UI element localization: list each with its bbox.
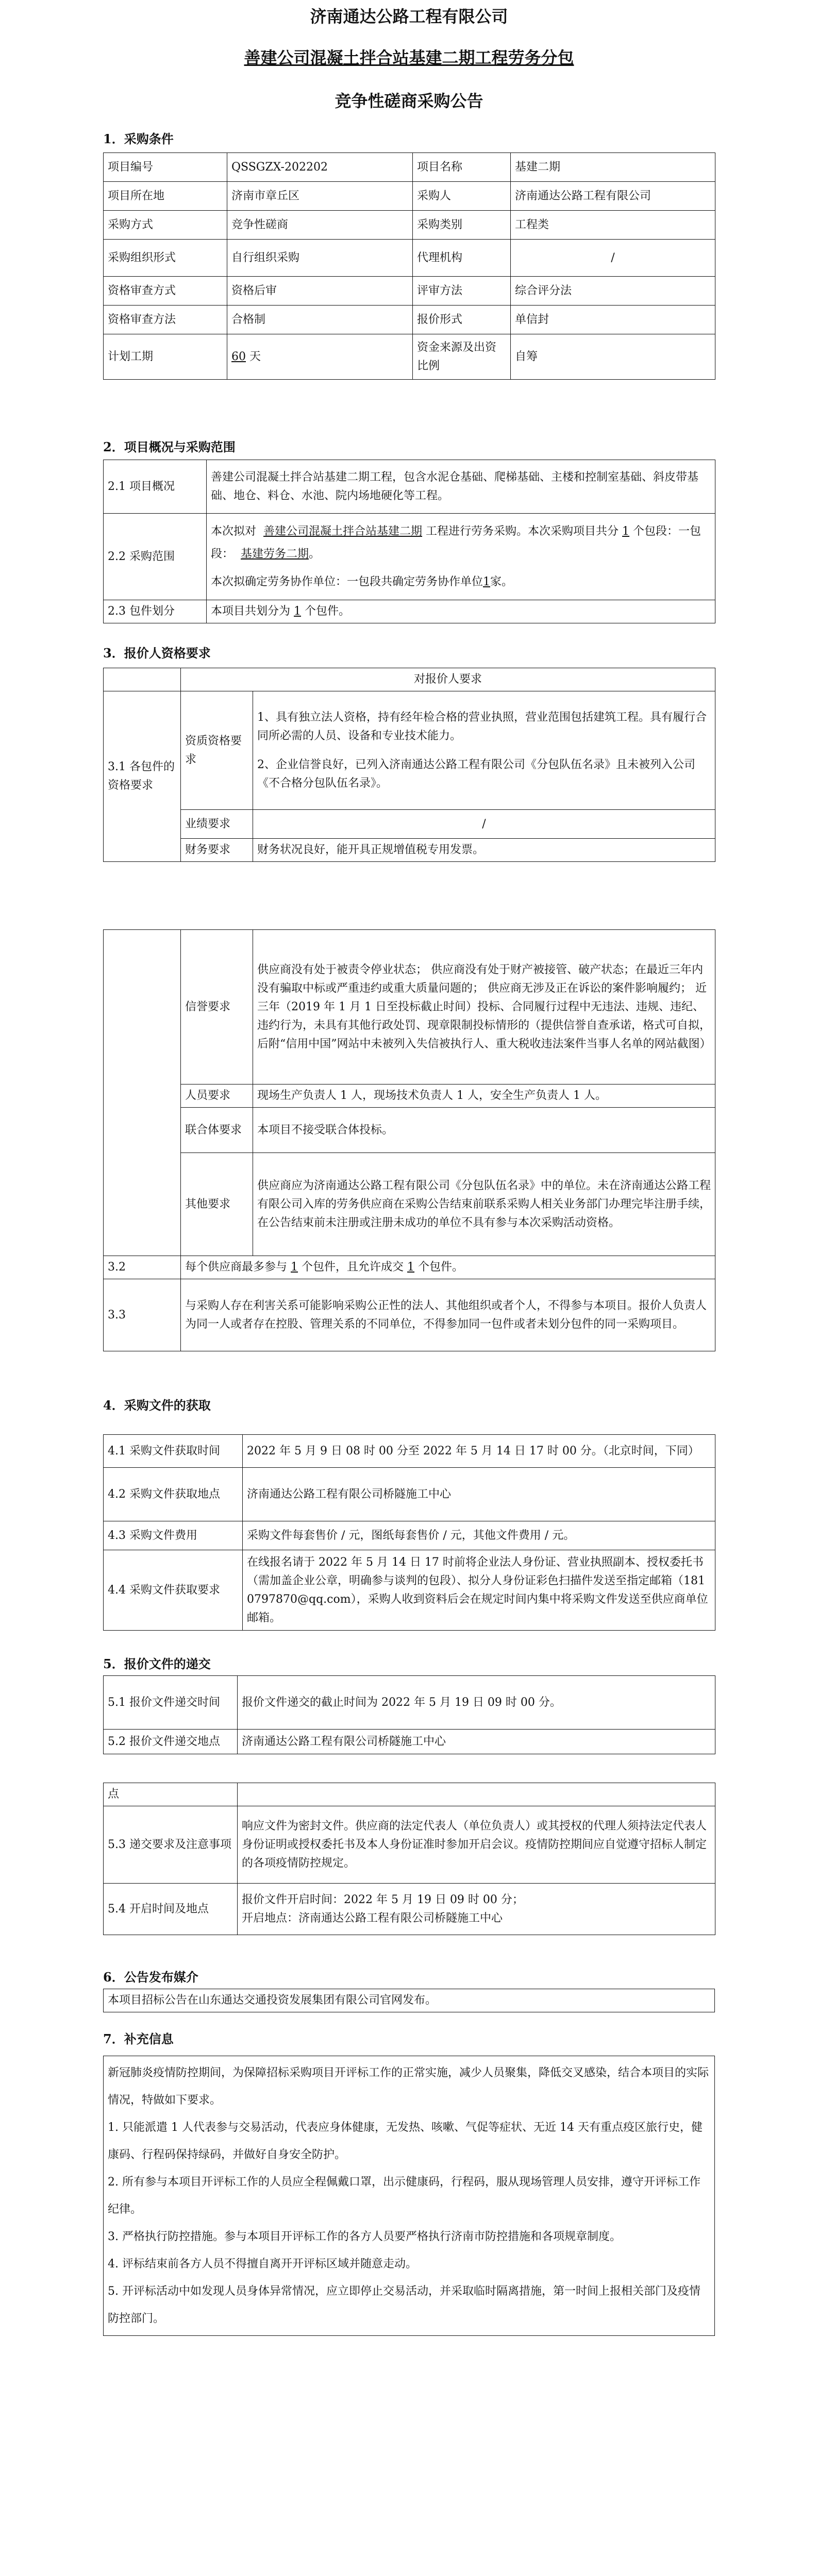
cell: 采购方式 bbox=[104, 211, 227, 240]
table-row bbox=[104, 240, 715, 277]
qualification-table bbox=[103, 668, 715, 862]
table-row bbox=[104, 1521, 715, 1550]
cell: 评审方法 bbox=[413, 277, 511, 306]
project-overview-table bbox=[103, 460, 715, 623]
cell: 4.3 采购文件费用 bbox=[104, 1521, 243, 1550]
table-row bbox=[104, 1468, 715, 1521]
cell: 济南市章丘区 bbox=[227, 182, 413, 211]
table-row bbox=[104, 1279, 715, 1351]
cell: 3.1 各包件的资格要求 bbox=[104, 691, 181, 862]
table-row bbox=[104, 839, 715, 862]
cell: 财务状况良好，能开具正规增值税专用发票。 bbox=[253, 839, 715, 862]
cell: 资质资格要求 bbox=[181, 691, 253, 810]
cell: 资格审查方式 bbox=[104, 277, 227, 306]
section5-heading: 5．报价文件的递交 bbox=[103, 1656, 211, 1671]
cell: 综合评分法 bbox=[511, 277, 715, 306]
text: 本次拟确定劳务协作单位：一包段共确定劳务协作单位 bbox=[211, 575, 483, 588]
cell bbox=[207, 600, 715, 623]
table-row bbox=[104, 1550, 715, 1631]
cell: QSSGZX-202202 bbox=[227, 153, 413, 182]
cell: 点 bbox=[104, 1783, 238, 1806]
cell: 2.1 项目概况 bbox=[104, 460, 207, 514]
cell bbox=[227, 334, 413, 380]
text: 1 bbox=[291, 1261, 298, 1274]
text: 本次拟对 bbox=[211, 524, 257, 538]
section7-heading: 7．补充信息 bbox=[103, 2031, 174, 2046]
cell: 2022 年 5 月 9 日 08 时 00 分至 2022 年 5 月 14 日 17 时 00 分。（北京时间，下同） bbox=[243, 1435, 715, 1468]
cell: 竞争性磋商 bbox=[227, 211, 413, 240]
cell: 3.3 bbox=[104, 1279, 181, 1351]
opening-time: 报价文件开启时间：2022 年 5 月 19 日 09 时 00 分； bbox=[242, 1893, 524, 1906]
table-row bbox=[104, 1153, 715, 1256]
duration-unit: 天 bbox=[249, 350, 261, 363]
document-acquisition-table bbox=[103, 1434, 715, 1631]
text: 个包件。 bbox=[418, 1261, 464, 1274]
table-row bbox=[104, 600, 715, 623]
table-row bbox=[104, 1730, 715, 1754]
submission-table bbox=[103, 1675, 715, 1754]
cell bbox=[181, 1256, 715, 1279]
cell bbox=[207, 514, 715, 600]
table-row bbox=[104, 277, 715, 306]
table-row bbox=[104, 1108, 715, 1153]
cell: 对报价人要求 bbox=[181, 668, 715, 691]
cell: 采购组织形式 bbox=[104, 240, 227, 277]
cell: 报价形式 bbox=[413, 306, 511, 334]
section1-heading: 1．采购条件 bbox=[103, 131, 174, 146]
cell: 2.2 采购范围 bbox=[104, 514, 207, 600]
cell: 资金来源及出资比例 bbox=[413, 334, 511, 380]
supplement-paragraph: 新冠肺炎疫情防控期间，为保障招标采购项目开评标工作的正常实施，减少人员聚集，降低交叉感染，结合本项目的实际情况，特做如下要求。 bbox=[108, 2066, 709, 2107]
table-row bbox=[104, 1806, 715, 1884]
table-row bbox=[104, 810, 715, 839]
cell: 5.1 报价文件递交时间 bbox=[104, 1676, 238, 1730]
table-row bbox=[104, 668, 715, 691]
cell: 4.4 采购文件获取要求 bbox=[104, 1550, 243, 1631]
table-row bbox=[104, 930, 715, 1084]
cell: 信誉要求 bbox=[181, 930, 253, 1084]
qualification-item-2: 2、企业信誉良好，已列入济南通达公路工程有限公司《分包队伍名录》且未被列入公司《不合格分包队伍名录》。 bbox=[257, 758, 695, 790]
project-title-text: 善建公司混凝土拌合站基建二期工程劳务分包 bbox=[244, 48, 574, 67]
table-row bbox=[104, 211, 715, 240]
supplement-paragraph: 2. 所有参与本项目开评标工作的人员应全程佩戴口罩，出示健康码，行程码，服从现场管理人员安排，遵守开评标工作纪律。 bbox=[108, 2176, 700, 2216]
text: 1 bbox=[483, 575, 491, 588]
cell: 采购类别 bbox=[413, 211, 511, 240]
company-title: 济南通达公路工程有限公司 bbox=[310, 7, 508, 26]
scope-paragraph-2 bbox=[211, 571, 711, 594]
text: 工程进行劳务采购。本次采购项目共分 bbox=[426, 524, 619, 538]
cell: 代理机构 bbox=[413, 240, 511, 277]
cell: 现场生产负责人 1 人，现场技术负责人 1 人，安全生产负责人 1 人。 bbox=[253, 1084, 715, 1108]
cell: 济南通达公路工程有限公司桥隧施工中心 bbox=[243, 1468, 715, 1521]
submission-table-2 bbox=[103, 1783, 715, 1935]
section2-heading: 2．项目概况与采购范围 bbox=[103, 439, 236, 454]
table-row bbox=[104, 1676, 715, 1730]
cell: 财务要求 bbox=[181, 839, 253, 862]
opening-place: 开启地点：济南通达公路工程有限公司桥隧施工中心 bbox=[242, 1911, 503, 1925]
text: 个包件，且允许成交 bbox=[302, 1261, 404, 1274]
cell: 工程类 bbox=[511, 211, 715, 240]
media-text: 本项目招标公告在山东通达交通投资发展集团有限公司官网发布。 bbox=[103, 1989, 715, 2012]
table-row bbox=[104, 1783, 715, 1806]
table-row bbox=[104, 1435, 715, 1468]
cell: 报价文件递交的截止时间为 2022 年 5 月 19 日 09 时 00 分。 bbox=[238, 1676, 715, 1730]
section6-heading: 6．公告发布媒介 bbox=[103, 1970, 198, 1985]
table-row bbox=[104, 153, 715, 182]
cell: 合格制 bbox=[227, 306, 413, 334]
scope-paragraph-1 bbox=[211, 520, 711, 566]
cell: 济南通达公路工程有限公司 bbox=[511, 182, 715, 211]
cell: / bbox=[511, 240, 715, 277]
qualification-item-1: 1、具有独立法人资格，持有经年检合格的营业执照，营业范围包括建筑工程。具有履行合同所必需的人员、设备和专业技术能力。 bbox=[257, 710, 707, 742]
supplement-paragraph: 4. 评标结束前各方人员不得擅自离开开评标区域并随意走动。 bbox=[108, 2258, 417, 2270]
cell: 供应商应为济南通达公路工程有限公司《分包队伍名录》中的单位。未在济南通达公路工程有限公司入库的劳务供应商在采购公告结束前联系采购人相关业务部门办理完毕注册手续，在公告结束前未注册或注册未成功的单位不具有参与本次采购活动资格。 bbox=[253, 1153, 715, 1256]
cell: 3.2 bbox=[104, 1256, 181, 1279]
cell: 4.1 采购文件获取时间 bbox=[104, 1435, 243, 1468]
project-title bbox=[0, 41, 818, 74]
cell: 采购人 bbox=[413, 182, 511, 211]
table-row bbox=[104, 691, 715, 810]
table-row bbox=[104, 182, 715, 211]
cell bbox=[104, 668, 181, 691]
cell: 在线报名请于 2022 年 5 月 14 日 17 时前将企业法人身份证、营业执照副本、授权委托书（需加盖企业公章，明确参与谈判的包段）、拟分人身份证彩色扫描件发送至指定邮箱（1810797870@qq.com），采购人收到资料后会在规定时间内集中将采购文件发送至供应商单位邮箱。 bbox=[243, 1550, 715, 1631]
cell: 项目编号 bbox=[104, 153, 227, 182]
cell: 济南通达公路工程有限公司桥隧施工中心 bbox=[238, 1730, 715, 1754]
text: 个包段：一包段： bbox=[211, 524, 702, 561]
cell: 与采购人存在利害关系可能影响采购公正性的法人、其他组织或者个人，不得参与本项目。报价人负责人为同一人或者存在控股、管理关系的不同单位，不得参加同一包件或者未划分包件的同一采购项目。 bbox=[181, 1279, 715, 1351]
cell: 项目所在地 bbox=[104, 182, 227, 211]
text: 个包件。 bbox=[305, 605, 350, 618]
table-row bbox=[104, 1084, 715, 1108]
text: 。 bbox=[309, 547, 321, 561]
cell: 资格后审 bbox=[227, 277, 413, 306]
cell: 人员要求 bbox=[181, 1084, 253, 1108]
duration-value: 60 bbox=[231, 350, 246, 363]
cell: 5.4 开启时间及地点 bbox=[104, 1884, 238, 1935]
cell: / bbox=[253, 810, 715, 839]
text: 1 bbox=[407, 1261, 415, 1274]
text: 基建劳务二期 bbox=[241, 547, 309, 561]
cell: 5.3 递交要求及注意事项 bbox=[104, 1806, 238, 1884]
cell: 响应文件为密封文件。供应商的法定代表人（单位负责人）或其授权的代理人须持法定代表人身份证明或授权委托书及本人身份证准时参加开启会议。疫情防控期间应自觉遵守招标人制定的各项疫情防控规定。 bbox=[238, 1806, 715, 1884]
cell: 供应商没有处于被责令停业状态； 供应商没有处于财产被接管、破产状态；在最近三年内没有骗取中标或严重违约或重大质量问题的； 供应商无涉及正在诉讼的案件影响履约； 近三年（2019 年 1 月 1 日至投标截止时间）投标、合同履行过程中无违法、违规、违纪、违约行为，未具有其他行政处罚、现章限制投标情形的（提供信誉自查承诺，格式可自拟，后附“信用中国”网站中未被列入失信被执行人、重大税收违法案件当事人名单的网站截图） bbox=[253, 930, 715, 1084]
cell: 2.3 包件划分 bbox=[104, 600, 207, 623]
cell: 自筹 bbox=[511, 334, 715, 380]
supplement-paragraph: 3. 严格执行防控措施。参与本项目开评标工作的各方人员要严格执行济南市防控措施和各项规章制度。 bbox=[108, 2230, 621, 2243]
text: 善建公司混凝土拌合站基建二期 bbox=[263, 524, 423, 538]
cell bbox=[238, 1884, 715, 1935]
cell: 善建公司混凝土拌合站基建二期工程，包含水泥仓基础、爬梯基础、主楼和控制室基础、斜皮带基础、地仓、料仓、水池、院内场地硬化等工程。 bbox=[207, 460, 715, 514]
table-row bbox=[104, 514, 715, 600]
supplement-paragraph: 1. 只能派遣 1 人代表参与交易活动，代表应身体健康，无发热、咳嗽、气促等症状、无近 14 天有重点疫区旅行史，健康码、行程码保持绿码，并做好自身安全防护。 bbox=[108, 2121, 703, 2161]
section3-heading: 3．报价人资格要求 bbox=[103, 646, 211, 660]
table-row bbox=[104, 306, 715, 334]
text: 1 bbox=[294, 605, 302, 618]
cell: 4.2 采购文件获取地点 bbox=[104, 1468, 243, 1521]
text: 本项目共划分为 bbox=[211, 605, 291, 618]
text: 每个供应商最多参与 bbox=[185, 1261, 288, 1274]
cell: 单信封 bbox=[511, 306, 715, 334]
qualification-table-2 bbox=[103, 929, 715, 1351]
cell: 采购文件每套售价 / 元，图纸每套售价 / 元，其他文件费用 / 元。 bbox=[243, 1521, 715, 1550]
cell: 自行组织采购 bbox=[227, 240, 413, 277]
cell: 联合体要求 bbox=[181, 1108, 253, 1153]
cell: 其他要求 bbox=[181, 1153, 253, 1256]
section4-heading: 4．采购文件的获取 bbox=[103, 1398, 211, 1413]
text: 家。 bbox=[490, 575, 513, 588]
cell: 计划工期 bbox=[104, 334, 227, 380]
cell: 业绩要求 bbox=[181, 810, 253, 839]
announcement-title: 竞争性磋商采购公告 bbox=[335, 91, 483, 111]
supplement-paragraph: 5. 开评标活动中如发现人员身体异常情况，应立即停止交易活动，并采取临时隔离措施，第一时间上报相关部门及疫情防控部门。 bbox=[108, 2285, 700, 2325]
cell: 本项目不接受联合体投标。 bbox=[253, 1108, 715, 1153]
cell: 项目名称 bbox=[413, 153, 511, 182]
cell bbox=[253, 691, 715, 810]
supplementary-info bbox=[103, 2056, 715, 2336]
cell bbox=[104, 930, 181, 1256]
cell: 5.2 报价文件递交地点 bbox=[104, 1730, 238, 1754]
cell: 资格审查方法 bbox=[104, 306, 227, 334]
cell: 基建二期 bbox=[511, 153, 715, 182]
text: 1 bbox=[622, 524, 630, 538]
table-row bbox=[104, 1884, 715, 1935]
table-row bbox=[104, 334, 715, 380]
cell bbox=[238, 1783, 715, 1806]
table-row bbox=[104, 460, 715, 514]
table-row bbox=[104, 1256, 715, 1279]
procurement-conditions-table bbox=[103, 152, 715, 380]
